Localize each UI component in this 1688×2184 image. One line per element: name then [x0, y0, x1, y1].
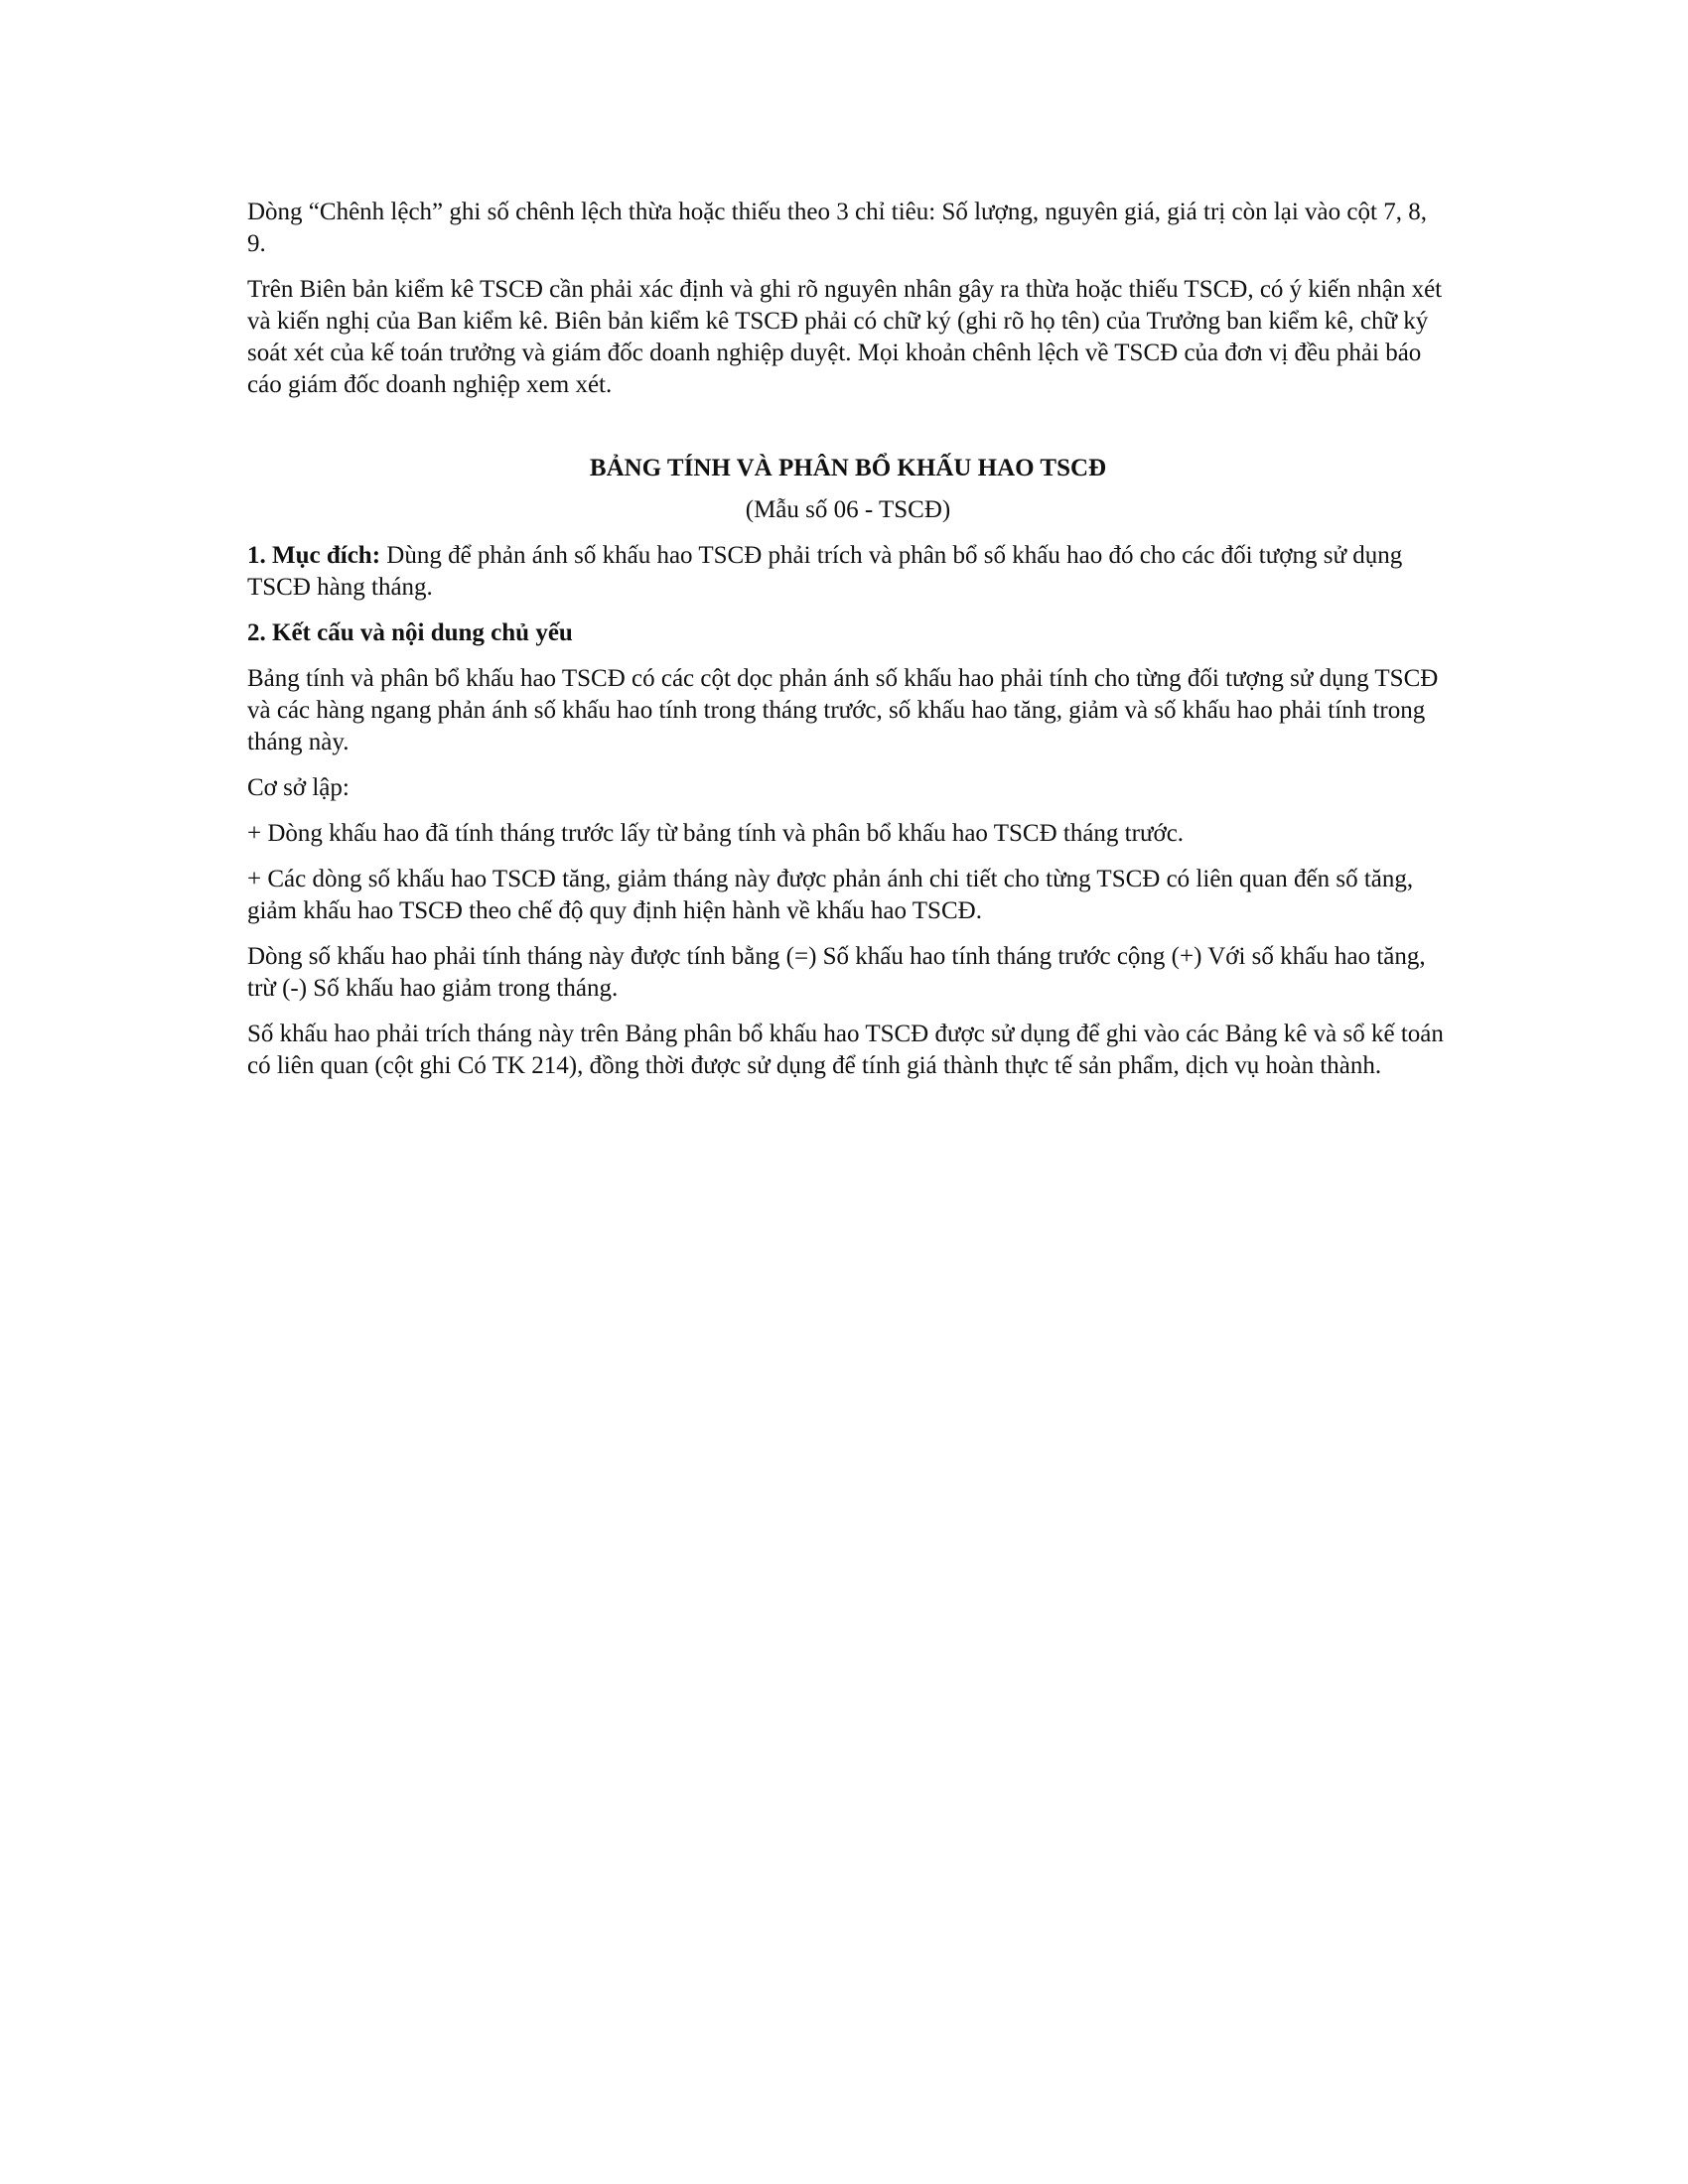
structure-heading: 2. Kết cấu và nội dung chủ yếu: [247, 619, 573, 646]
body-paragraph: Số khấu hao phải trích tháng này trên Bảng phân bổ khấu hao TSCĐ được sử dụng để ghi vào các Bảng kê và sổ kế toán có liên quan (cột ghi Có TK 214), đồng thời được sử dụng để tính giá thành thực tế sản phẩm, dịch vụ hoàn thành.: [247, 1021, 1444, 1079]
section-title: BẢNG TÍNH VÀ PHÂN BỔ KHẤU HAO TSCĐ: [589, 455, 1107, 481]
paragraph-bien-ban-kiem-ke: Trên Biên bản kiểm kê TSCĐ cần phải xác định và ghi rõ nguyên nhân gây ra thừa hoặc thiếu TSCĐ, có ý kiến nhận xét và kiến nghị của Ban kiểm kê. Biên bản kiểm kê TSCĐ phải có chữ ký (ghi rõ họ tên) của Trưởng ban kiểm kê, chữ ký soát xét của kế toán trưởng và giám đốc doanh nghiệp duyệt. Mọi khoản chênh lệch về TSCĐ của đơn vị đều phải báo cáo giám đốc doanh nghiệp xem xét.: [247, 276, 1443, 398]
body-paragraph: Cơ sở lập:: [247, 774, 350, 801]
body-paragraph: + Các dòng số khấu hao TSCĐ tăng, giảm tháng này được phản ánh chi tiết cho từng TSCĐ có liên quan đến số tăng, giảm khấu hao TSCĐ theo chế độ quy định hiện hành về khấu hao TSCĐ.: [247, 866, 1414, 924]
body-paragraph: Bảng tính và phân bổ khấu hao TSCĐ có các cột dọc phản ánh số khấu hao phải tính cho từng đối tượng sử dụng TSCĐ và các hàng ngang phản ánh số khấu hao tính trong tháng trước, số khấu hao tăng, giảm và số khấu hao phải tính trong tháng này.: [247, 665, 1439, 755]
body-paragraph: Dòng số khấu hao phải tính tháng này được tính bằng (=) Số khấu hao tính tháng trước cộng (+) Với số khấu hao tăng, trừ (-) Số khấu hao giảm trong tháng.: [247, 943, 1426, 1002]
purpose-text: Dùng để phản ánh số khấu hao TSCĐ phải trích và phân bổ số khấu hao đó cho các đối tượng sử dụng TSCĐ hàng tháng.: [247, 542, 1403, 601]
purpose-paragraph: [247, 540, 1449, 604]
document-body: [247, 197, 1449, 1096]
paragraph-chenh-lech: Dòng “Chênh lệch” ghi số chênh lệch thừa hoặc thiếu theo 3 chỉ tiêu: Số lượng, nguyên giá, giá trị còn lại vào cột 7, 8, 9.: [247, 199, 1427, 257]
section-subtitle: (Mẫu số 06 - TSCĐ): [745, 496, 951, 523]
purpose-label: 1. Mục đích:: [247, 542, 381, 569]
body-paragraph: + Dòng khấu hao đã tính tháng trước lấy từ bảng tính và phân bổ khấu hao TSCĐ tháng trước.: [247, 820, 1185, 847]
